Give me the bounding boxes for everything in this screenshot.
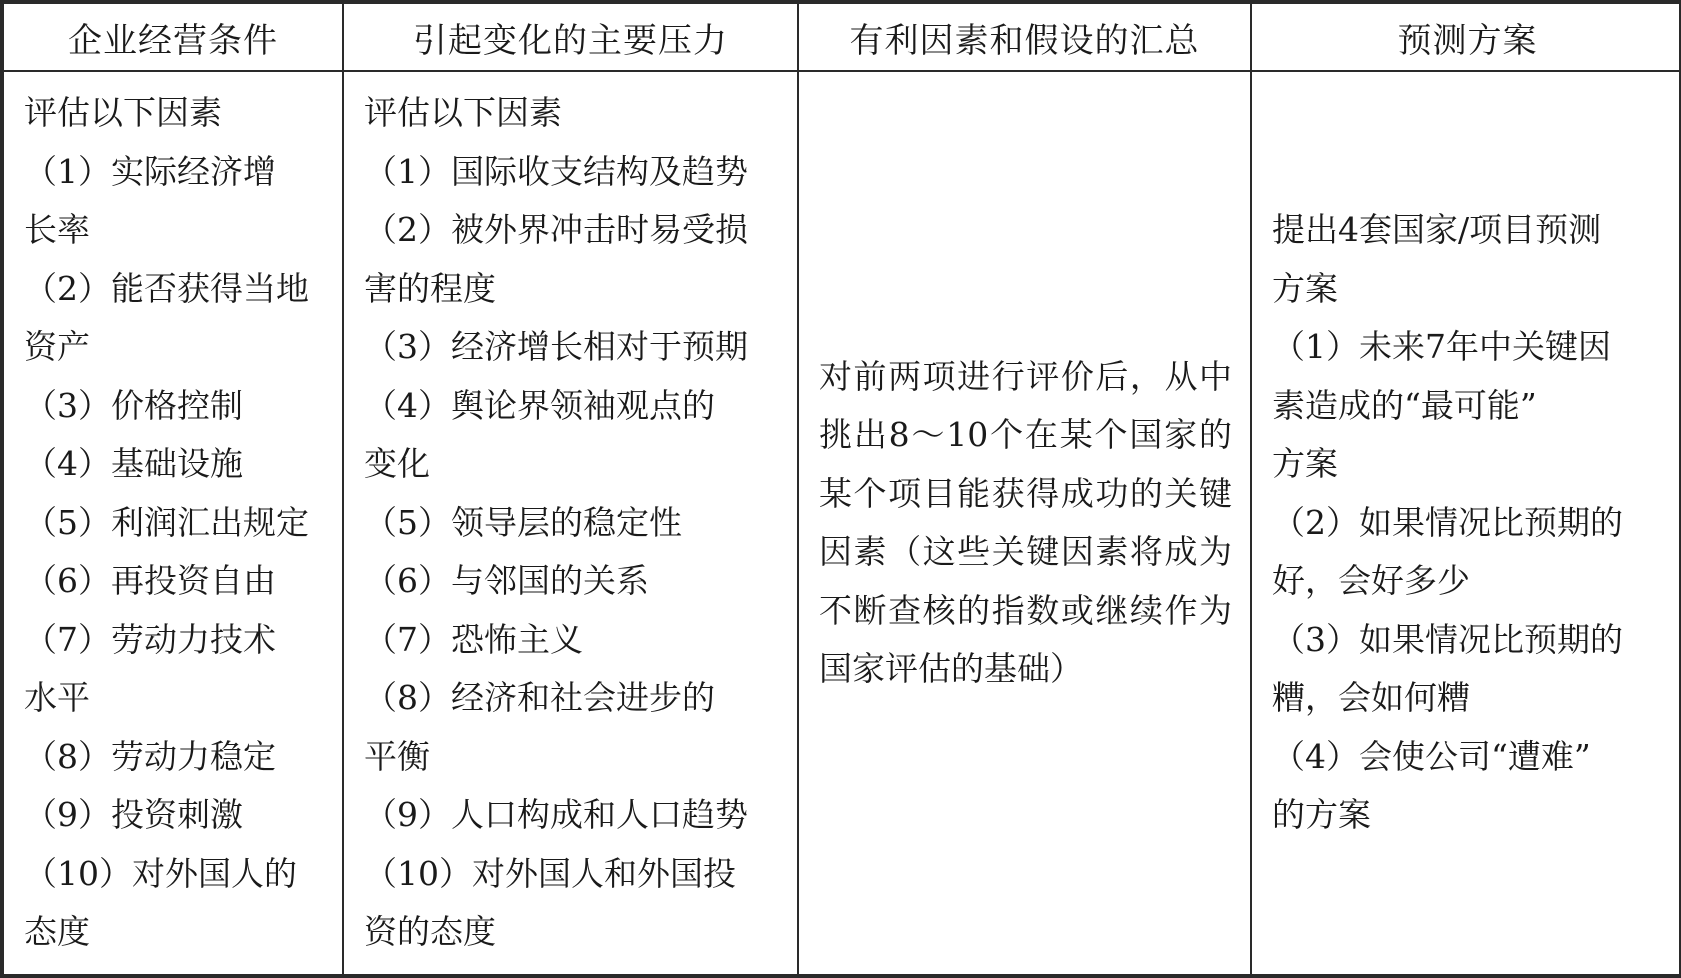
cell-line: （10）对外国人和外国投 [364,853,736,893]
cell-line: （2）如果情况比预期的 [1272,502,1623,542]
cell-line: 的方案 [1272,795,1371,835]
header-forecast-scenarios: 预测方案 [1251,3,1681,71]
col4-list [1272,201,1665,845]
cell-line: （6）再投资自由 [24,561,276,600]
header-row [3,3,1681,71]
cell-line: 平衡 [364,736,430,776]
cell-line: 方案 [1272,444,1338,484]
cell-line: 素造成的“最可能” [1272,385,1537,425]
col2-list [364,84,779,962]
cell-line: 变化 [364,444,430,483]
cell-line: 态度 [24,912,90,951]
cell-business-conditions [3,71,343,975]
cell-line: （7）恐怖主义 [364,619,583,659]
cell-line: （5）领导层的稳定性 [364,502,682,542]
header-favorable-factors-summary: 有利因素和假设的汇总 [798,3,1251,71]
cell-line: （9）人口构成和人口趋势 [364,795,748,834]
cell-line: （3）价格控制 [24,385,243,425]
header-business-conditions: 企业经营条件 [3,3,343,71]
cell-line: 水平 [24,678,90,717]
body-row [3,71,1681,975]
header-main-pressures: 引起变化的主要压力 [343,3,798,71]
cell-line: （1）实际经济增 [24,151,276,191]
cell-line: 资的态度 [364,912,496,951]
cell-line: 好，会好多少 [1272,561,1470,601]
cell-line: （8）劳动力稳定 [24,736,276,776]
cell-line: 评估以下因素 [24,93,222,132]
cell-line: 提出4套国家/项目预测 [1272,210,1602,250]
cell-line: （3）经济增长相对于预期 [364,327,748,366]
cell-line: （8）经济和社会进步的 [364,678,715,717]
cell-line: （7）劳动力技术 [24,619,276,659]
col1-list [24,84,324,962]
cell-line: （1）未来7年中关键因 [1272,327,1611,367]
cell-line: （4）会使公司“遭难” [1272,736,1591,776]
cell-forecast-scenarios [1251,71,1681,975]
forecast-table [2,2,1681,976]
cell-favorable-factors-summary [798,71,1251,975]
cell-line: （2）被外界冲击时易受损 [364,210,748,249]
cell-line: （4）基础设施 [24,444,243,483]
cell-line: （4）舆论界领袖观点的 [364,385,715,425]
cell-line: 资产 [24,327,90,366]
cell-line: 糟，会如何糟 [1272,678,1470,718]
cell-main-pressures [343,71,798,975]
cell-line: （1）国际收支结构及趋势 [364,151,748,191]
cell-line: （10）对外国人的 [24,853,297,893]
cell-line: （6）与邻国的关系 [364,561,649,600]
cell-line: （9）投资刺激 [24,795,243,834]
cell-line: （2）能否获得当地 [24,268,309,308]
cell-line: （3）如果情况比预期的 [1272,619,1623,659]
summary-text: 对前两项进行评价后，从中挑出8～10个在某个国家的某个项目能获得成功的关键因素（这些关键因素将成为不断查核的指数或继续作为国家评估的基础） [819,356,1232,688]
cell-line: 长率 [24,210,90,249]
cell-line: 评估以下因素 [364,93,562,132]
cell-line: 害的程度 [364,268,496,308]
cell-line: （5）利润汇出规定 [24,502,309,542]
cell-line: 方案 [1272,268,1338,308]
